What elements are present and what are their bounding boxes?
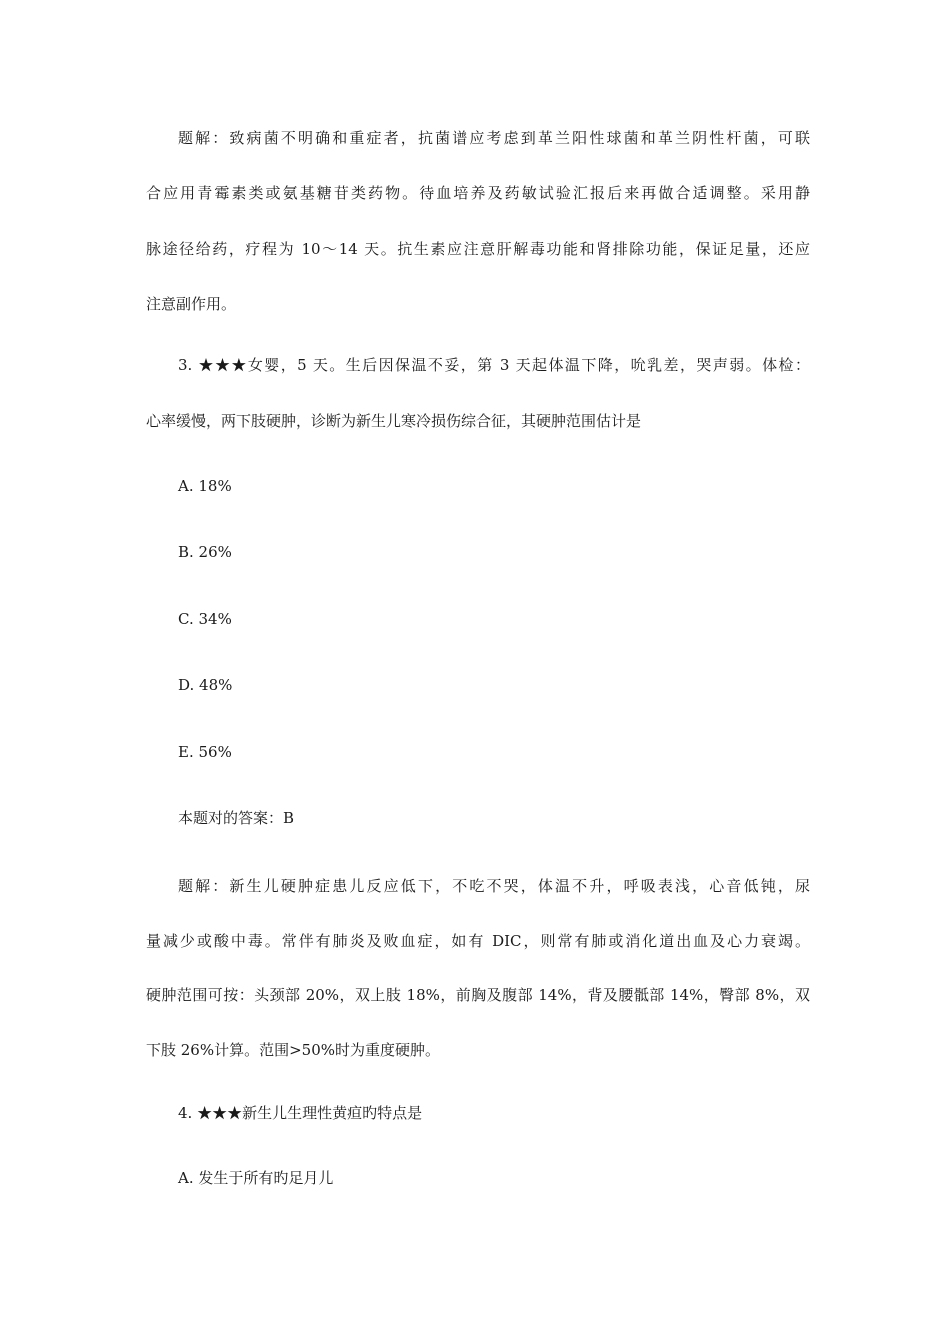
explanation-line: 硬肿范围可按：头颈部 20%，双上肢 18%，前胸及腹部 14%，背及腰骶部 14%，臀部 8%，双 [146, 986, 810, 1004]
explanation-line: 下肢 26%计算。范围>50%时为重度硬肿。 [146, 1041, 441, 1059]
option-e: E. 56% [178, 743, 232, 761]
explanation-line: 脉途径给药，疗程为 10～14 天。抗生素应注意肝解毒功能和肾排除功能，保证足量，还应 [146, 240, 810, 258]
explanation-line: 合应用青霉素类或氨基糖苷类药物。待血培养及药敏试验汇报后来再做合适调整。采用静 [146, 184, 810, 202]
explanation-line: 题解：致病菌不明确和重症者，抗菌谱应考虑到革兰阳性球菌和革兰阴性杆菌，可联 [178, 129, 810, 147]
question-stem-line: 4. ★★★新生儿生理性黄疸旳特点是 [178, 1104, 423, 1122]
correct-answer: 本题对的答案：B [178, 809, 295, 827]
option-a: A. 18% [178, 477, 232, 495]
explanation-line: 量减少或酸中毒。常伴有肺炎及败血症，如有 DIC，则常有肺或消化道出血及心力衰竭。 [146, 932, 810, 950]
option-c: C. 34% [178, 610, 232, 628]
option-d: D. 48% [178, 676, 233, 694]
question-stem-line: 3. ★★★女婴，5 天。生后因保温不妥，第 3 天起体温下降，吮乳差，哭声弱。体检： [178, 356, 810, 374]
explanation-line: 题解：新生儿硬肿症患儿反应低下，不吃不哭，体温不升，呼吸表浅，心音低钝，尿 [178, 877, 810, 895]
explanation-line: 注意副作用。 [146, 295, 237, 313]
option-b: B. 26% [178, 543, 232, 561]
question-stem-line: 心率缓慢，两下肢硬肿，诊断为新生儿寒冷损伤综合征，其硬肿范围估计是 [146, 412, 642, 430]
option-a: A. 发生于所有旳足月儿 [178, 1169, 334, 1187]
